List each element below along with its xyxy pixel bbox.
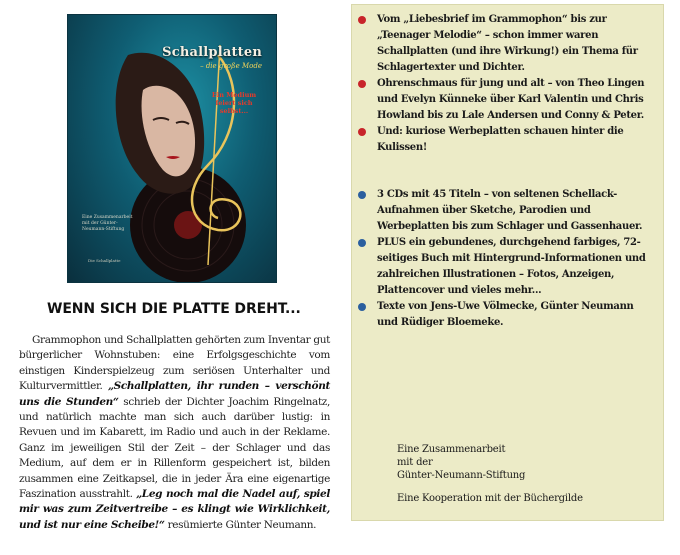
contents-item: Texte von Jens-Uwe Völmecke, Günter Neumann und Rüdiger Bloemeke. (377, 299, 657, 331)
contents-item: 3 CDs mit 45 Titeln – von seltenen Schellack-Aufnahmen über Sketche, Parodien und Werbeplatten bis zum Schlager und Gassenhauer. (377, 187, 657, 235)
info-box (352, 5, 663, 520)
cover-credit: Eine Zusammenarbeit mit der Günter-Neumann-Stiftung (82, 215, 133, 232)
body-text-part: schrieb der Dichter Joachim Ringelnatz, und natürlich machte man sich auch darüber lustig: in Revuen und im Kabarett, im Radio und auch in der Reklame. Ganz im jeweiligen Stil der Zeit – der Schlager und das Medium, auf dem er in Rillenform gespeichert ist, bilden zusammen eine Zeitkapsel, die in jeder Ära eine eigenartige Faszination ausstrahlt. (19, 395, 330, 501)
coop-line: mit der (397, 457, 433, 468)
body-text-part: resümierte Günter Neumann. (164, 518, 317, 531)
neumann-quote: „Leg noch mal die Nadel auf, spiel mir was zum Zeitvertreibe – es klingt wie Wirklichkeit, und ist nur eine Scheibe!“ (19, 488, 330, 531)
cover-subtitle: – die große Mode (200, 62, 262, 70)
contents-item: PLUS ein gebundenes, durchgehend farbiges, 72-seitiges Buch mit Hintergrund-Informationen und zahlreichen Illustrationen – Fotos, Anzeigen, Plattencover und vieles mehr... (377, 235, 657, 299)
cover-label: Die Schallplatte (88, 258, 121, 263)
highlight-item: Ohrenschmaus für jung und alt – von Theo Lingen und Evelyn Künneke über Karl Valentin und Chris Howland bis zu Lale Andersen und Conny & Peter. (377, 76, 657, 124)
body-paragraph (19, 333, 330, 533)
cooperation-note (397, 443, 657, 505)
highlights-list (377, 12, 657, 156)
headline: WENN SICH DIE PLATTE DREHT... (47, 301, 301, 317)
coop-line: Eine Zusammenarbeit (397, 444, 506, 455)
highlight-item: Vom „Liebesbrief im Grammophon“ bis zur „Teenager Melodie“ – schon immer waren Schallplatten (und ihre Wirkung!) ein Thema für Schlagertexter und Dichter. (377, 12, 657, 76)
cover-title: Schallplatten (162, 45, 262, 60)
ringelnatz-quote: „Schallplatten, ihr runden – verschönt uns die Stunden“ (19, 380, 330, 408)
highlight-item: Und: kuriose Werbeplatten schauen hinter die Kulissen! (377, 124, 657, 156)
record-label (174, 211, 202, 239)
cover-tagline: Ein Medium feiert sich selbst... (211, 91, 257, 115)
book-cover-image (68, 15, 276, 282)
contents-list (377, 187, 657, 331)
body-text-part: Grammophon und Schallplatten gehörten zum Inventar gut bürgerlicher Wohnstuben: eine Erfolgsgeschichte vom einstigen Kinderspielzeug zum seriösen Unterhalter und Kulturvermittler. (19, 334, 330, 393)
coop-line: Günter-Neumann-Stiftung (397, 470, 526, 481)
coop-line: Eine Kooperation mit der Büchergilde (397, 493, 583, 504)
